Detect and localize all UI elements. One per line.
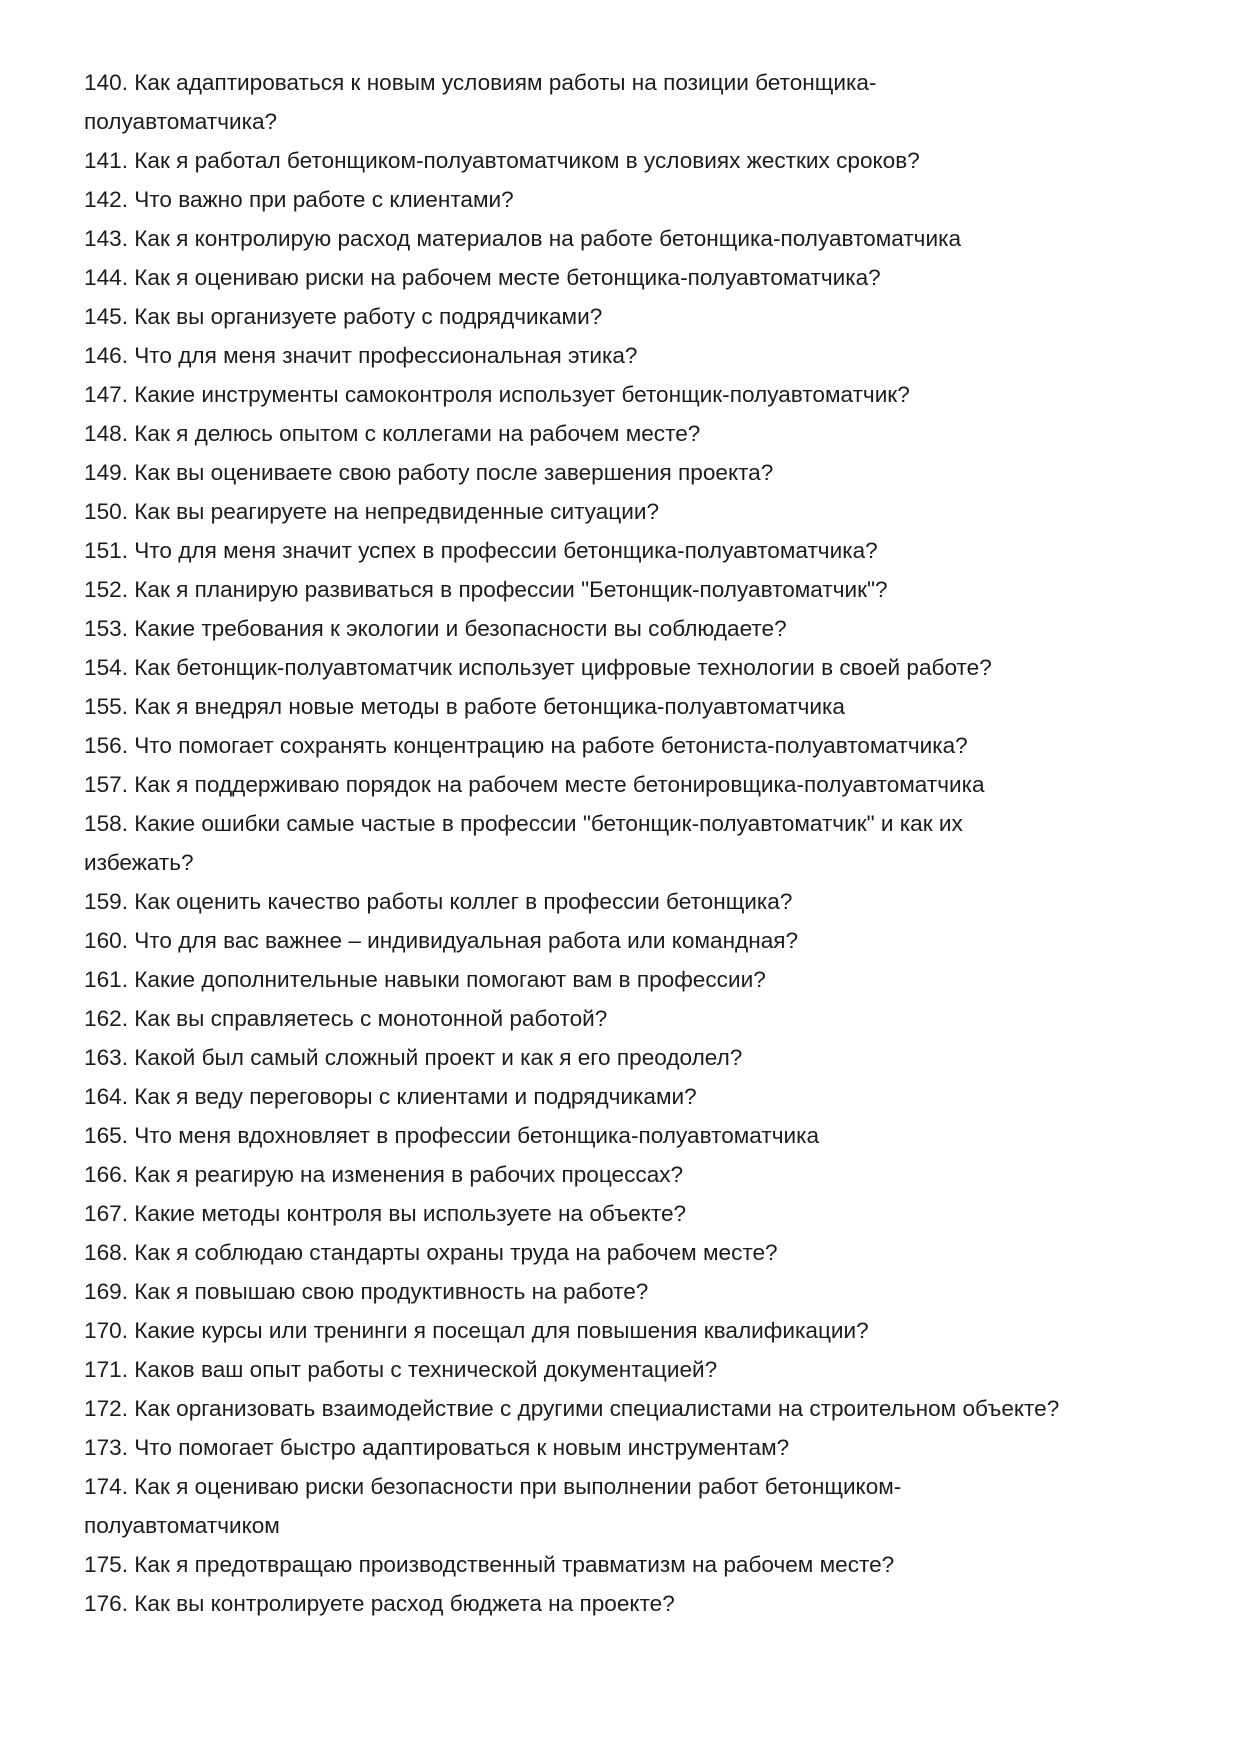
question-text: 148. Как я делюсь опытом с коллегами на рабочем месте? [84, 421, 701, 446]
list-item [84, 336, 1199, 375]
list-item [84, 63, 1199, 141]
question-text: 171. Каков ваш опыт работы с технической документацией? [84, 1357, 718, 1382]
question-text: 150. Как вы реагируете на непредвиденные ситуации? [84, 499, 660, 524]
list-item [84, 648, 1199, 687]
list-item [84, 687, 1199, 726]
question-text: 160. Что для вас важнее – индивидуальная работа или командная? [84, 928, 799, 953]
question-text: 163. Какой был самый сложный проект и как я его преодолел? [84, 1045, 743, 1070]
question-text: 151. Что для меня значит успех в профессии бетонщика-полуавтоматчика? [84, 538, 878, 563]
list-item [84, 1194, 1199, 1233]
list-item [84, 1272, 1199, 1311]
list-item [84, 1038, 1199, 1077]
question-text: 167. Какие методы контроля вы используете на объекте? [84, 1201, 687, 1226]
list-item [84, 453, 1199, 492]
question-text: 162. Как вы справляетесь с монотонной работой? [84, 1006, 608, 1031]
question-text: 152. Как я планирую развиваться в профессии "Бетонщик-полуавтоматчик"? [84, 577, 888, 602]
list-item [84, 726, 1199, 765]
list-item [84, 609, 1199, 648]
question-text: 156. Что помогает сохранять концентрацию на работе бетониста-полуавтоматчика? [84, 733, 968, 758]
list-item [84, 1077, 1199, 1116]
list-item [84, 492, 1199, 531]
question-text: 147. Какие инструменты самоконтроля использует бетонщик-полуавтоматчик? [84, 382, 910, 407]
question-text: 165. Что меня вдохновляет в профессии бетонщика-полуавтоматчика [84, 1123, 820, 1148]
list-item [84, 180, 1199, 219]
list-item [84, 1155, 1199, 1194]
list-item [84, 570, 1199, 609]
list-item [84, 804, 1199, 882]
list-item [84, 414, 1199, 453]
question-text: 155. Как я внедрял новые методы в работе бетонщика-полуавтоматчика [84, 694, 845, 719]
list-item [84, 1467, 1199, 1545]
list-item [84, 375, 1199, 414]
question-text: 172. Как организовать взаимодействие с другими специалистами на строительном объекте? [84, 1396, 1060, 1421]
question-text: 141. Как я работал бетонщиком-полуавтоматчиком в условиях жестких сроков? [84, 148, 920, 173]
question-text-continuation: избежать? [84, 850, 194, 875]
list-item [84, 1389, 1199, 1428]
question-text: 175. Как я предотвращаю производственный травматизм на рабочем месте? [84, 1552, 895, 1577]
list-item [84, 1428, 1199, 1467]
question-text: 158. Какие ошибки самые частые в профессии "бетонщик-полуавтоматчик" и как их [84, 811, 963, 836]
list-item [84, 1116, 1199, 1155]
question-text-continuation: полуавтоматчика? [84, 109, 278, 134]
list-item [84, 219, 1199, 258]
question-text: 174. Как я оцениваю риски безопасности при выполнении работ бетонщиком- [84, 1474, 902, 1499]
question-text: 144. Как я оцениваю риски на рабочем месте бетонщика-полуавтоматчика? [84, 265, 881, 290]
question-text: 143. Как я контролирую расход материалов на работе бетонщика-полуавтоматчика [84, 226, 962, 251]
list-item [84, 258, 1199, 297]
list-item [84, 141, 1199, 180]
list-item [84, 1311, 1199, 1350]
question-text: 166. Как я реагирую на изменения в рабочих процессах? [84, 1162, 684, 1187]
list-item [84, 1545, 1199, 1584]
question-text: 154. Как бетонщик-полуавтоматчик использует цифровые технологии в своей работе? [84, 655, 992, 680]
list-item [84, 921, 1199, 960]
question-text: 176. Как вы контролируете расход бюджета на проекте? [84, 1591, 675, 1616]
question-list [84, 63, 1199, 1623]
question-text: 168. Как я соблюдаю стандарты охраны труда на рабочем месте? [84, 1240, 778, 1265]
question-text: 161. Какие дополнительные навыки помогают вам в профессии? [84, 967, 766, 992]
list-item [84, 999, 1199, 1038]
question-text-continuation: полуавтоматчиком [84, 1513, 280, 1538]
question-text: 164. Как я веду переговоры с клиентами и подрядчиками? [84, 1084, 697, 1109]
question-text: 149. Как вы оцениваете свою работу после завершения проекта? [84, 460, 774, 485]
question-text: 140. Как адаптироваться к новым условиям работы на позиции бетонщика- [84, 70, 877, 95]
list-item [84, 1350, 1199, 1389]
list-item [84, 960, 1199, 999]
question-text: 145. Как вы организуете работу с подрядчиками? [84, 304, 603, 329]
list-item [84, 297, 1199, 336]
question-text: 173. Что помогает быстро адаптироваться к новым инструментам? [84, 1435, 790, 1460]
question-text: 146. Что для меня значит профессиональная этика? [84, 343, 638, 368]
question-text: 159. Как оценить качество работы коллег в профессии бетонщика? [84, 889, 793, 914]
list-item [84, 765, 1199, 804]
question-text: 169. Как я повышаю свою продуктивность на работе? [84, 1279, 649, 1304]
list-item [84, 1584, 1199, 1623]
question-text: 170. Какие курсы или тренинги я посещал для повышения квалификации? [84, 1318, 869, 1343]
list-item [84, 1233, 1199, 1272]
question-text: 153. Какие требования к экологии и безопасности вы соблюдаете? [84, 616, 787, 641]
list-item [84, 882, 1199, 921]
question-text: 157. Как я поддерживаю порядок на рабочем месте бетонировщика-полуавтоматчика [84, 772, 985, 797]
question-text: 142. Что важно при работе с клиентами? [84, 187, 514, 212]
list-item [84, 531, 1199, 570]
